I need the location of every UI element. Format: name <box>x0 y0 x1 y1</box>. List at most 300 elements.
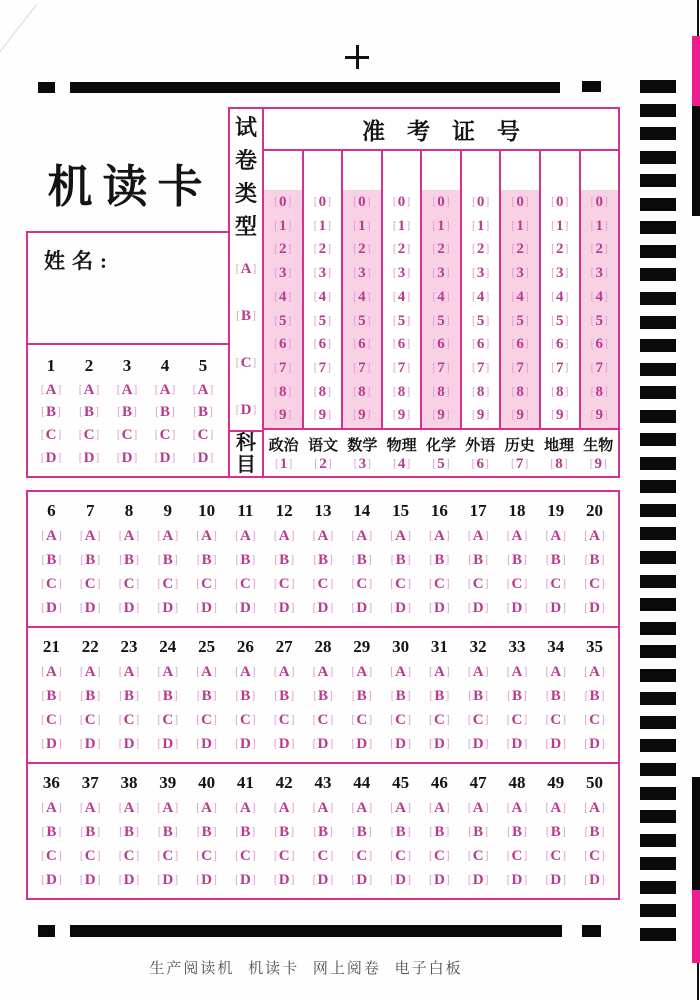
bubble-admission-c2-5[interactable] <box>314 313 332 330</box>
bubble-admission-c7-1[interactable] <box>511 218 529 235</box>
bubble-q46-A[interactable] <box>429 800 450 816</box>
bubble-admission-c6-8[interactable] <box>472 384 490 401</box>
bubble-q37-D[interactable] <box>80 872 101 888</box>
bubble-q6-C[interactable] <box>41 576 62 592</box>
bubble-q46-D[interactable] <box>429 872 450 888</box>
bubble-q21-D[interactable] <box>41 736 62 752</box>
bubble-q39-C[interactable] <box>157 848 178 864</box>
bubble-admission-c5-1[interactable] <box>432 218 450 235</box>
bubble-q16-B[interactable] <box>429 552 449 568</box>
bubble-admission-c5-4[interactable] <box>432 289 450 306</box>
bubble-admission-c2-1[interactable] <box>314 218 332 235</box>
bubble-q40-B[interactable] <box>197 824 217 840</box>
bubble-admission-c4-4[interactable] <box>393 289 411 306</box>
bubble-subject-7[interactable] <box>511 456 529 473</box>
bubble-q20-D[interactable] <box>584 600 605 616</box>
bubble-q20-A[interactable] <box>584 528 605 544</box>
bubble-admission-c7-4[interactable] <box>511 289 529 306</box>
bubble-q50-B[interactable] <box>585 824 605 840</box>
bubble-q5-B[interactable] <box>193 404 213 420</box>
admission-write-cell-2[interactable] <box>302 151 342 190</box>
admission-write-cell-1[interactable] <box>264 151 302 190</box>
bubble-q13-D[interactable] <box>313 600 334 616</box>
bubble-admission-c8-9[interactable] <box>551 407 569 424</box>
bubble-admission-c1-0[interactable] <box>274 194 292 211</box>
bubble-q39-A[interactable] <box>157 800 178 816</box>
bubble-q31-C[interactable] <box>429 712 450 728</box>
bubble-admission-c3-2[interactable] <box>353 241 371 258</box>
bubble-subject-1[interactable] <box>275 456 293 473</box>
bubble-q25-C[interactable] <box>196 712 217 728</box>
bubble-admission-c1-9[interactable] <box>274 407 292 424</box>
bubble-q16-D[interactable] <box>429 600 450 616</box>
bubble-admission-c1-1[interactable] <box>274 218 292 235</box>
bubble-q49-B[interactable] <box>546 824 566 840</box>
bubble-q18-C[interactable] <box>507 576 528 592</box>
bubble-q48-D[interactable] <box>507 872 528 888</box>
bubble-subject-6[interactable] <box>472 456 490 473</box>
bubble-admission-c2-6[interactable] <box>314 336 332 353</box>
bubble-q50-C[interactable] <box>584 848 605 864</box>
bubble-q33-D[interactable] <box>507 736 528 752</box>
bubble-q27-A[interactable] <box>274 664 295 680</box>
bubble-q7-D[interactable] <box>80 600 101 616</box>
bubble-q5-D[interactable] <box>193 450 214 466</box>
bubble-q40-A[interactable] <box>196 800 217 816</box>
bubble-q3-B[interactable] <box>117 404 137 420</box>
bubble-admission-c6-9[interactable] <box>472 407 490 424</box>
admission-write-cell-3[interactable] <box>341 151 381 190</box>
bubble-admission-c8-5[interactable] <box>551 313 569 330</box>
bubble-q4-D[interactable] <box>155 450 176 466</box>
bubble-q47-C[interactable] <box>468 848 489 864</box>
bubble-admission-c3-6[interactable] <box>353 336 371 353</box>
bubble-q44-C[interactable] <box>351 848 372 864</box>
bubble-q13-C[interactable] <box>313 576 334 592</box>
bubble-subject-5[interactable] <box>432 456 450 473</box>
bubble-q26-B[interactable] <box>235 688 255 704</box>
bubble-q42-B[interactable] <box>274 824 294 840</box>
bubble-admission-c2-9[interactable] <box>314 407 332 424</box>
bubble-q44-D[interactable] <box>351 872 372 888</box>
bubble-q27-D[interactable] <box>274 736 295 752</box>
bubble-q50-D[interactable] <box>584 872 605 888</box>
bubble-q33-B[interactable] <box>507 688 527 704</box>
bubble-subject-9[interactable] <box>590 456 608 473</box>
bubble-q35-C[interactable] <box>584 712 605 728</box>
bubble-admission-c8-4[interactable] <box>551 289 569 306</box>
bubble-q32-D[interactable] <box>468 736 489 752</box>
bubble-admission-c4-6[interactable] <box>393 336 411 353</box>
bubble-q23-D[interactable] <box>119 736 140 752</box>
bubble-q27-C[interactable] <box>274 712 295 728</box>
bubble-admission-c4-9[interactable] <box>393 407 411 424</box>
bubble-q26-D[interactable] <box>235 736 256 752</box>
bubble-q47-B[interactable] <box>468 824 488 840</box>
bubble-admission-c3-1[interactable] <box>353 218 371 235</box>
bubble-subject-3[interactable] <box>354 456 372 473</box>
bubble-admission-c5-0[interactable] <box>432 194 450 211</box>
bubble-admission-c6-0[interactable] <box>472 194 490 211</box>
bubble-admission-c9-7[interactable] <box>591 360 609 377</box>
bubble-admission-c7-6[interactable] <box>511 336 529 353</box>
bubble-q12-A[interactable] <box>274 528 295 544</box>
bubble-q22-A[interactable] <box>80 664 101 680</box>
bubble-q38-D[interactable] <box>119 872 140 888</box>
bubble-q46-B[interactable] <box>429 824 449 840</box>
bubble-admission-c6-5[interactable] <box>472 313 490 330</box>
bubble-q24-D[interactable] <box>157 736 178 752</box>
bubble-q10-B[interactable] <box>197 552 217 568</box>
bubble-q40-D[interactable] <box>196 872 217 888</box>
bubble-q30-B[interactable] <box>391 688 411 704</box>
bubble-q21-C[interactable] <box>41 712 62 728</box>
bubble-admission-c4-3[interactable] <box>393 265 411 282</box>
bubble-q17-D[interactable] <box>468 600 489 616</box>
bubble-subject-2[interactable] <box>314 456 332 473</box>
bubble-q25-B[interactable] <box>197 688 217 704</box>
bubble-q2-C[interactable] <box>79 427 100 443</box>
bubble-q3-D[interactable] <box>117 450 138 466</box>
bubble-admission-c2-3[interactable] <box>314 265 332 282</box>
bubble-q42-C[interactable] <box>274 848 295 864</box>
bubble-q29-C[interactable] <box>351 712 372 728</box>
bubble-q38-C[interactable] <box>119 848 140 864</box>
bubble-admission-c6-1[interactable] <box>472 218 490 235</box>
bubble-q24-C[interactable] <box>157 712 178 728</box>
bubble-q30-C[interactable] <box>390 712 411 728</box>
bubble-admission-c3-7[interactable] <box>353 360 371 377</box>
bubble-q30-A[interactable] <box>390 664 411 680</box>
bubble-admission-c8-6[interactable] <box>551 336 569 353</box>
bubble-q32-B[interactable] <box>468 688 488 704</box>
bubble-q8-A[interactable] <box>119 528 140 544</box>
bubble-q35-B[interactable] <box>585 688 605 704</box>
bubble-admission-c4-8[interactable] <box>393 384 411 401</box>
bubble-q21-A[interactable] <box>41 664 62 680</box>
bubble-q34-D[interactable] <box>545 736 566 752</box>
bubble-q8-C[interactable] <box>119 576 140 592</box>
bubble-q36-C[interactable] <box>41 848 62 864</box>
admission-write-cell-6[interactable] <box>460 151 500 190</box>
bubble-admission-c1-6[interactable] <box>274 336 292 353</box>
bubble-q41-C[interactable] <box>235 848 256 864</box>
bubble-admission-c7-9[interactable] <box>511 407 529 424</box>
bubble-q43-C[interactable] <box>313 848 334 864</box>
bubble-q49-C[interactable] <box>545 848 566 864</box>
bubble-admission-c9-0[interactable] <box>591 194 609 211</box>
bubble-q33-C[interactable] <box>507 712 528 728</box>
bubble-q40-C[interactable] <box>196 848 217 864</box>
bubble-admission-c7-3[interactable] <box>511 265 529 282</box>
bubble-q10-A[interactable] <box>196 528 217 544</box>
bubble-q36-D[interactable] <box>41 872 62 888</box>
bubble-q11-C[interactable] <box>235 576 256 592</box>
bubble-q7-C[interactable] <box>80 576 101 592</box>
bubble-q22-B[interactable] <box>80 688 100 704</box>
bubble-q41-A[interactable] <box>235 800 256 816</box>
bubble-q29-B[interactable] <box>352 688 372 704</box>
bubble-q6-B[interactable] <box>41 552 61 568</box>
admission-write-cell-4[interactable] <box>381 151 421 190</box>
bubble-q23-C[interactable] <box>119 712 140 728</box>
bubble-q9-D[interactable] <box>157 600 178 616</box>
bubble-q15-A[interactable] <box>390 528 411 544</box>
bubble-q41-B[interactable] <box>235 824 255 840</box>
bubble-q35-A[interactable] <box>584 664 605 680</box>
bubble-admission-c2-8[interactable] <box>314 384 332 401</box>
bubble-q44-A[interactable] <box>351 800 372 816</box>
bubble-q8-B[interactable] <box>119 552 139 568</box>
bubble-q36-A[interactable] <box>41 800 62 816</box>
bubble-q19-A[interactable] <box>545 528 566 544</box>
bubble-admission-c2-2[interactable] <box>314 241 332 258</box>
bubble-q4-B[interactable] <box>155 404 175 420</box>
bubble-q35-D[interactable] <box>584 736 605 752</box>
bubble-q4-A[interactable] <box>155 382 176 398</box>
bubble-q21-B[interactable] <box>41 688 61 704</box>
bubble-q2-B[interactable] <box>79 404 99 420</box>
bubble-q37-B[interactable] <box>80 824 100 840</box>
bubble-admission-c4-7[interactable] <box>393 360 411 377</box>
bubble-admission-c9-3[interactable] <box>591 265 609 282</box>
bubble-admission-c3-4[interactable] <box>353 289 371 306</box>
bubble-q28-C[interactable] <box>313 712 334 728</box>
bubble-q7-A[interactable] <box>80 528 101 544</box>
bubble-q43-B[interactable] <box>313 824 333 840</box>
name-field[interactable] <box>28 233 228 345</box>
bubble-admission-c6-2[interactable] <box>472 241 490 258</box>
bubble-q9-A[interactable] <box>157 528 178 544</box>
bubble-q1-B[interactable] <box>41 404 61 420</box>
bubble-q15-C[interactable] <box>390 576 411 592</box>
bubble-q17-A[interactable] <box>468 528 489 544</box>
bubble-q14-A[interactable] <box>351 528 372 544</box>
bubble-admission-c3-0[interactable] <box>353 194 371 211</box>
bubble-admission-c7-2[interactable] <box>511 241 529 258</box>
bubble-admission-c1-4[interactable] <box>274 289 292 306</box>
bubble-subject-4[interactable] <box>393 456 411 473</box>
bubble-admission-c2-0[interactable] <box>314 194 332 211</box>
bubble-admission-c7-7[interactable] <box>511 360 529 377</box>
bubble-admission-c8-1[interactable] <box>551 218 569 235</box>
bubble-q14-D[interactable] <box>351 600 372 616</box>
bubble-q11-D[interactable] <box>235 600 256 616</box>
bubble-q37-C[interactable] <box>80 848 101 864</box>
bubble-q32-C[interactable] <box>468 712 489 728</box>
bubble-q36-B[interactable] <box>41 824 61 840</box>
bubble-q15-D[interactable] <box>390 600 411 616</box>
bubble-q17-C[interactable] <box>468 576 489 592</box>
bubble-q26-A[interactable] <box>235 664 256 680</box>
bubble-q19-C[interactable] <box>545 576 566 592</box>
bubble-admission-c6-3[interactable] <box>472 265 490 282</box>
bubble-paper-type-B[interactable] <box>230 308 262 325</box>
bubble-admission-c5-3[interactable] <box>432 265 450 282</box>
bubble-q19-D[interactable] <box>545 600 566 616</box>
bubble-admission-c7-0[interactable] <box>511 194 529 211</box>
bubble-q13-A[interactable] <box>313 528 334 544</box>
admission-write-cell-9[interactable] <box>579 151 619 190</box>
bubble-q39-B[interactable] <box>158 824 178 840</box>
bubble-q26-C[interactable] <box>235 712 256 728</box>
bubble-admission-c8-3[interactable] <box>551 265 569 282</box>
bubble-q10-C[interactable] <box>196 576 217 592</box>
bubble-admission-c6-6[interactable] <box>472 336 490 353</box>
bubble-q30-D[interactable] <box>390 736 411 752</box>
bubble-q9-C[interactable] <box>157 576 178 592</box>
bubble-admission-c6-7[interactable] <box>472 360 490 377</box>
bubble-admission-c5-8[interactable] <box>432 384 450 401</box>
bubble-q28-B[interactable] <box>313 688 333 704</box>
bubble-admission-c3-5[interactable] <box>353 313 371 330</box>
bubble-admission-c4-1[interactable] <box>393 218 411 235</box>
bubble-q45-B[interactable] <box>391 824 411 840</box>
bubble-admission-c5-7[interactable] <box>432 360 450 377</box>
bubble-q18-B[interactable] <box>507 552 527 568</box>
bubble-q14-C[interactable] <box>351 576 372 592</box>
bubble-q46-C[interactable] <box>429 848 450 864</box>
bubble-admission-c5-6[interactable] <box>432 336 450 353</box>
bubble-admission-c9-6[interactable] <box>591 336 609 353</box>
bubble-q47-A[interactable] <box>468 800 489 816</box>
bubble-q47-D[interactable] <box>468 872 489 888</box>
bubble-q48-C[interactable] <box>507 848 528 864</box>
bubble-q13-B[interactable] <box>313 552 333 568</box>
bubble-admission-c5-2[interactable] <box>432 241 450 258</box>
bubble-admission-c7-8[interactable] <box>511 384 529 401</box>
bubble-q25-A[interactable] <box>196 664 217 680</box>
bubble-admission-c9-9[interactable] <box>591 407 609 424</box>
bubble-admission-c9-5[interactable] <box>591 313 609 330</box>
bubble-admission-c1-5[interactable] <box>274 313 292 330</box>
bubble-q39-D[interactable] <box>157 872 178 888</box>
bubble-q2-D[interactable] <box>79 450 100 466</box>
bubble-q44-B[interactable] <box>352 824 372 840</box>
bubble-q24-B[interactable] <box>158 688 178 704</box>
bubble-admission-c8-8[interactable] <box>551 384 569 401</box>
bubble-q45-C[interactable] <box>390 848 411 864</box>
bubble-q16-A[interactable] <box>429 528 450 544</box>
bubble-q3-C[interactable] <box>117 427 138 443</box>
bubble-q31-B[interactable] <box>429 688 449 704</box>
bubble-q14-B[interactable] <box>352 552 372 568</box>
bubble-admission-c8-0[interactable] <box>551 194 569 211</box>
bubble-admission-c5-9[interactable] <box>432 407 450 424</box>
admission-write-cell-5[interactable] <box>420 151 460 190</box>
bubble-q15-B[interactable] <box>391 552 411 568</box>
bubble-admission-c7-5[interactable] <box>511 313 529 330</box>
bubble-q9-B[interactable] <box>158 552 178 568</box>
bubble-q23-B[interactable] <box>119 688 139 704</box>
bubble-q32-A[interactable] <box>468 664 489 680</box>
bubble-admission-c9-8[interactable] <box>591 384 609 401</box>
bubble-admission-c6-4[interactable] <box>472 289 490 306</box>
bubble-q28-A[interactable] <box>313 664 334 680</box>
bubble-q43-A[interactable] <box>313 800 334 816</box>
bubble-q34-A[interactable] <box>545 664 566 680</box>
bubble-q42-A[interactable] <box>274 800 295 816</box>
bubble-q19-B[interactable] <box>546 552 566 568</box>
bubble-admission-c2-7[interactable] <box>314 360 332 377</box>
bubble-admission-c1-3[interactable] <box>274 265 292 282</box>
bubble-q6-D[interactable] <box>41 600 62 616</box>
bubble-q24-A[interactable] <box>157 664 178 680</box>
bubble-q6-A[interactable] <box>41 528 62 544</box>
bubble-q45-D[interactable] <box>390 872 411 888</box>
bubble-admission-c8-7[interactable] <box>551 360 569 377</box>
bubble-q12-B[interactable] <box>274 552 294 568</box>
bubble-q43-D[interactable] <box>313 872 334 888</box>
bubble-q12-D[interactable] <box>274 600 295 616</box>
bubble-q12-C[interactable] <box>274 576 295 592</box>
bubble-admission-c3-8[interactable] <box>353 384 371 401</box>
bubble-paper-type-C[interactable] <box>230 355 262 372</box>
bubble-admission-c3-9[interactable] <box>353 407 371 424</box>
bubble-q45-A[interactable] <box>390 800 411 816</box>
bubble-q38-A[interactable] <box>119 800 140 816</box>
bubble-q33-A[interactable] <box>507 664 528 680</box>
bubble-q1-D[interactable] <box>41 450 62 466</box>
bubble-admission-c1-7[interactable] <box>274 360 292 377</box>
bubble-admission-c4-2[interactable] <box>393 241 411 258</box>
bubble-q18-D[interactable] <box>507 600 528 616</box>
bubble-subject-8[interactable] <box>550 456 568 473</box>
bubble-q11-A[interactable] <box>235 528 256 544</box>
bubble-q28-D[interactable] <box>313 736 334 752</box>
bubble-admission-c9-2[interactable] <box>591 241 609 258</box>
admission-write-cell-8[interactable] <box>539 151 579 190</box>
bubble-q8-D[interactable] <box>119 600 140 616</box>
bubble-q1-A[interactable] <box>41 382 62 398</box>
bubble-admission-c4-5[interactable] <box>393 313 411 330</box>
bubble-q3-A[interactable] <box>117 382 138 398</box>
bubble-admission-c4-0[interactable] <box>393 194 411 211</box>
bubble-q23-A[interactable] <box>119 664 140 680</box>
bubble-q5-A[interactable] <box>193 382 214 398</box>
bubble-q49-D[interactable] <box>545 872 566 888</box>
bubble-q49-A[interactable] <box>545 800 566 816</box>
bubble-q17-B[interactable] <box>468 552 488 568</box>
bubble-q48-B[interactable] <box>507 824 527 840</box>
bubble-q7-B[interactable] <box>80 552 100 568</box>
bubble-q20-B[interactable] <box>585 552 605 568</box>
bubble-q4-C[interactable] <box>155 427 176 443</box>
bubble-paper-type-D[interactable] <box>230 402 262 419</box>
bubble-q41-D[interactable] <box>235 872 256 888</box>
bubble-q34-C[interactable] <box>545 712 566 728</box>
bubble-q5-C[interactable] <box>193 427 214 443</box>
bubble-q1-C[interactable] <box>41 427 62 443</box>
bubble-q38-B[interactable] <box>119 824 139 840</box>
bubble-admission-c8-2[interactable] <box>551 241 569 258</box>
bubble-admission-c3-3[interactable] <box>353 265 371 282</box>
bubble-q42-D[interactable] <box>274 872 295 888</box>
bubble-q20-C[interactable] <box>584 576 605 592</box>
bubble-q25-D[interactable] <box>196 736 217 752</box>
bubble-admission-c1-2[interactable] <box>274 241 292 258</box>
bubble-q27-B[interactable] <box>274 688 294 704</box>
bubble-paper-type-A[interactable] <box>230 261 262 278</box>
bubble-q29-A[interactable] <box>351 664 372 680</box>
bubble-q50-A[interactable] <box>584 800 605 816</box>
bubble-q2-A[interactable] <box>79 382 100 398</box>
admission-write-cell-7[interactable] <box>499 151 539 190</box>
bubble-q22-C[interactable] <box>80 712 101 728</box>
bubble-admission-c5-5[interactable] <box>432 313 450 330</box>
bubble-q18-A[interactable] <box>507 528 528 544</box>
bubble-q16-C[interactable] <box>429 576 450 592</box>
